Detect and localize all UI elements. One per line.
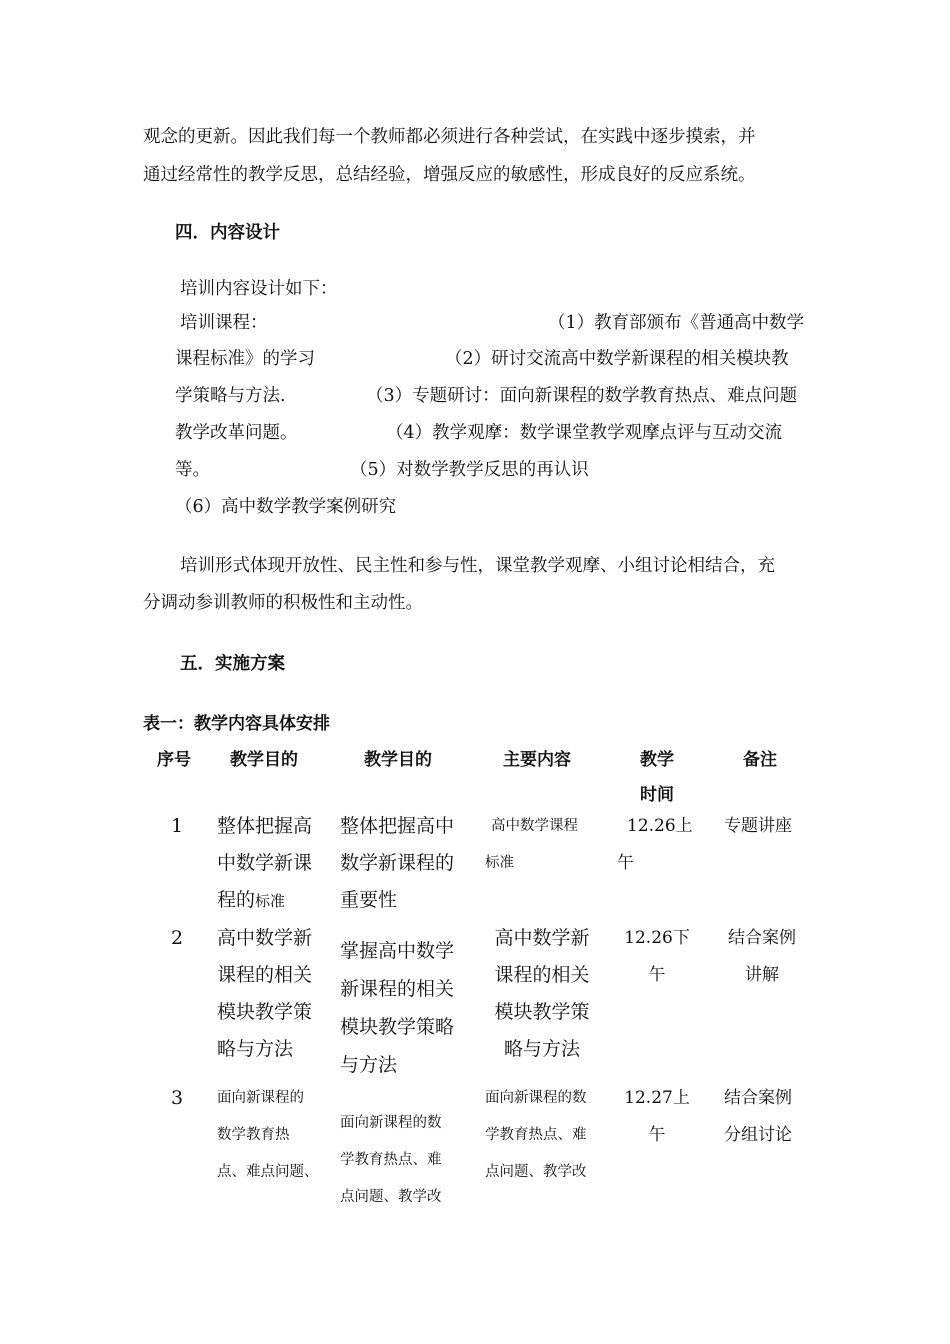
row-2-note-line: 结合案例 <box>728 928 796 948</box>
training-form-line-1: 培训形式体现开放性、民主性和参与性，课堂教学观摩、小组讨论相结合，充 <box>180 556 775 576</box>
row-3-note-line: 分组讨论 <box>724 1125 792 1145</box>
intro-line-1: 观念的更新。因此我们每一个教师都必须进行各种尝试，在实践中逐步摸索，并 <box>143 127 756 147</box>
course-item-4a: （4）教学观摩：数学课堂教学观摩点评与互动交流 <box>386 423 783 443</box>
row-2-time <box>612 920 702 994</box>
row-3-goal-2-line: 面向新课程的数 <box>340 1115 442 1131</box>
section-4-heading: 四．内容设计 <box>175 223 280 243</box>
course-item-1a: （1）教育部颁布《普通高中数学 <box>548 313 805 333</box>
row-1-content <box>485 808 605 882</box>
course-item-2b: 学策略与方法. <box>175 386 286 406</box>
row-1-content-line: 标准 <box>485 855 514 871</box>
course-item-3b: 教学改革问题。 <box>175 423 298 443</box>
row-1-goal-1-line: 程的 <box>217 889 256 911</box>
row-3-no: 3 <box>171 1087 184 1109</box>
training-form-line-2: 分调动参训教师的积极性和主动性。 <box>143 593 423 613</box>
row-3-goal-2-line: 学教育热点、难 <box>340 1152 442 1168</box>
row-2-time-line: 12.26下 <box>624 928 690 948</box>
row-3-note-line: 结合案例 <box>724 1088 792 1108</box>
row-2-goal-1-line: 高中数学新 <box>217 927 313 949</box>
section-5-heading: 五．实施方案 <box>180 654 285 674</box>
row-2-content-line: 高中数学新 <box>494 927 590 949</box>
course-item-2a: （2）研讨交流高中数学新课程的相关模块教 <box>445 349 789 369</box>
row-3-content-line: 学教育热点、难 <box>485 1127 587 1143</box>
row-1-note-line: 专题讲座 <box>724 816 792 836</box>
row-2-no: 2 <box>171 927 184 949</box>
row-3-goal-1-line: 数学教育热 <box>217 1127 290 1143</box>
row-2-note-line: 讲解 <box>745 965 779 985</box>
row-2-time-line: 午 <box>648 965 666 985</box>
row-1-goal-1-line: 整体把握高 <box>217 815 313 837</box>
row-1-goal-1-small: 标准 <box>255 892 286 910</box>
course-item-1b: 课程标准》的学习 <box>175 349 315 369</box>
row-3-content <box>485 1080 609 1191</box>
row-3-goal-2-line: 点问题、教学改 <box>340 1189 442 1205</box>
row-2-goal-2-line: 模块教学策略 <box>340 1016 455 1038</box>
row-1-note <box>724 808 814 845</box>
course-item-4b: 等。 <box>175 460 210 480</box>
header-note: 备注 <box>743 750 777 770</box>
row-2-goal-2-line: 掌握高中数学 <box>340 940 455 962</box>
row-3-goal-2 <box>340 1105 475 1216</box>
header-time-2: 时间 <box>640 785 674 805</box>
header-no: 序号 <box>157 750 191 770</box>
row-1-content-line: 高中数学课程 <box>491 818 578 834</box>
row-2-content-line: 略与方法 <box>503 1038 580 1060</box>
course-item-3a: （3）专题研讨：面向新课程的数学教育热点、难点问题 <box>366 386 798 406</box>
row-3-content-line: 点问题、教学改 <box>485 1164 587 1180</box>
row-1-time-line: 12.26上 <box>627 816 693 836</box>
row-2-note <box>717 920 807 994</box>
row-1-time <box>617 808 707 882</box>
row-1-goal-2-line: 重要性 <box>340 889 398 911</box>
row-2-content <box>480 920 604 1068</box>
header-time-1: 教学 <box>640 750 674 770</box>
row-1-goal-2 <box>340 808 475 919</box>
row-3-time <box>612 1080 702 1154</box>
row-2-goal-1-line: 课程的相关 <box>217 964 313 986</box>
row-2-content-line: 课程的相关 <box>494 964 590 986</box>
row-3-goal-1-line: 面向新课程的 <box>217 1090 304 1106</box>
row-1-goal-1 <box>217 808 332 920</box>
row-3-time-line: 12.27上 <box>624 1088 690 1108</box>
header-content: 主要内容 <box>503 750 571 770</box>
row-1-goal-2-line: 数学新课程的 <box>340 852 455 874</box>
row-3-time-line: 午 <box>648 1125 666 1145</box>
row-3-note <box>724 1080 814 1154</box>
row-1-goal-1-line: 中数学新课 <box>217 852 313 874</box>
row-2-goal-1 <box>217 920 332 1068</box>
row-2-goal-1-line: 模块教学策 <box>217 1001 313 1023</box>
intro-line-2: 通过经常性的教学反思，总结经验，增强反应的敏感性，形成良好的反应系统。 <box>143 165 756 185</box>
row-1-no: 1 <box>171 815 184 837</box>
row-1-goal-2-line: 整体把握高中 <box>340 815 455 837</box>
row-2-goal-2-line: 新课程的相关 <box>340 978 455 1000</box>
row-3-goal-1 <box>217 1080 332 1191</box>
course-item-6: （6）高中数学教学案例研究 <box>175 497 397 517</box>
row-3-content-line: 面向新课程的数 <box>485 1090 587 1106</box>
row-2-goal-2 <box>340 932 475 1084</box>
row-2-content-line: 模块教学策 <box>494 1001 590 1023</box>
row-3-goal-1-line: 点、难点问题、 <box>217 1164 319 1180</box>
header-goal-2: 教学目的 <box>364 750 432 770</box>
training-course-label: 培训课程： <box>180 313 268 333</box>
training-lead: 培训内容设计如下： <box>180 279 338 299</box>
row-2-goal-1-line: 略与方法 <box>217 1038 294 1060</box>
header-goal-1: 教学目的 <box>230 750 298 770</box>
row-1-time-line: 午 <box>617 853 634 873</box>
table-caption: 表一：教学内容具体安排 <box>143 714 330 734</box>
course-item-5: （5）对数学教学反思的再认识 <box>350 460 589 480</box>
row-2-goal-2-line: 与方法 <box>340 1054 398 1076</box>
